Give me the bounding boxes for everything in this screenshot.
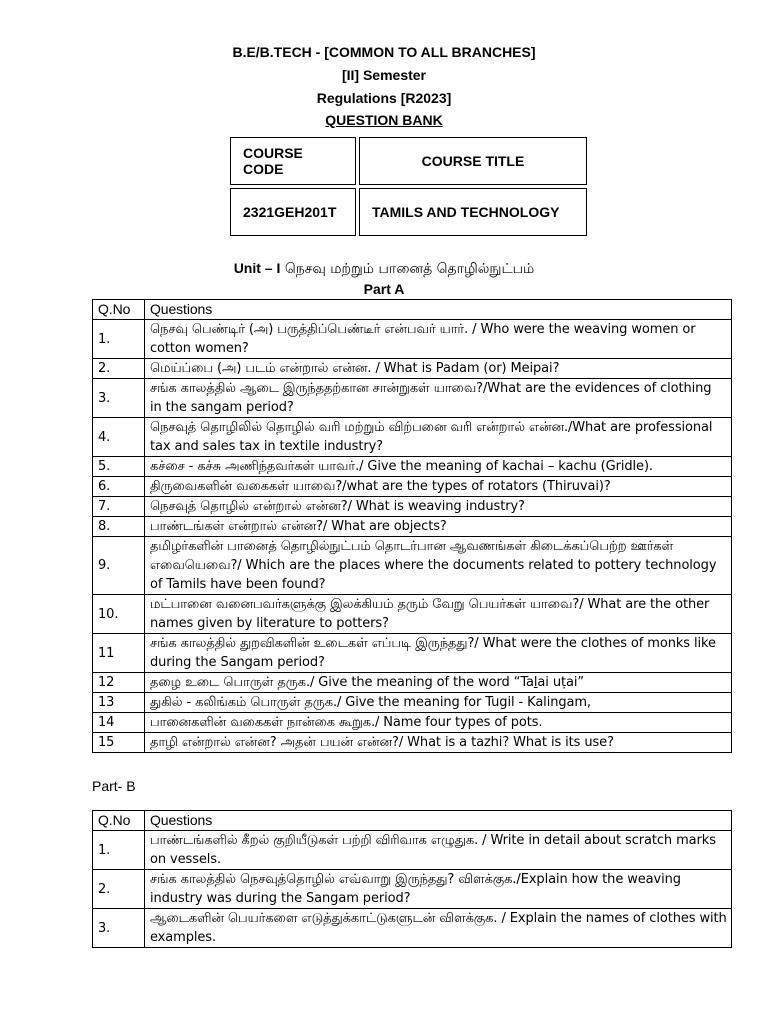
question-text: மட்பானை வனைபவர்களுக்கு இலக்கியம் தரும் வேறு பெயர்கள் யாவை?/ What are the other names given by literature to potters?	[145, 595, 732, 634]
question-number: 13	[93, 693, 145, 713]
question-number: 14	[93, 713, 145, 733]
qno-header: Q.No	[93, 811, 145, 831]
question-text: துகில் - கலிங்கம் பொருள் தருக./ Give the meaning for Tugil - Kalingam,	[145, 693, 732, 713]
part-b-table	[92, 810, 732, 948]
question-text: தழை உடை பொருள் தருக./ Give the meaning of the word “Taḻai uṭai”	[145, 673, 732, 693]
question-number: 11	[93, 634, 145, 673]
question-number: 5.	[93, 457, 145, 477]
question-text: நெசவுத் தொழில் என்றால் என்ன?/ What is weaving industry?	[145, 497, 732, 517]
table-row	[93, 831, 732, 870]
question-text: தமிழர்களின் பானைத் தொழில்நுட்பம் தொடர்பான ஆவணங்கள் கிடைக்கப்பெற்ற ஊர்கள் எவையெவை?/ Which are the places where the documents related to pottery technology of Tamils have been found?	[145, 537, 732, 595]
question-bank-title: QUESTION BANK	[325, 112, 443, 128]
program-line: B.E/B.TECH - [COMMON TO ALL BRANCHES]	[232, 44, 536, 60]
question-text: சங்க காலத்தில் துறவிகளின் உடைகள் எப்படி இருந்தது?/ What were the clothes of monks like during the Sangam period?	[145, 634, 732, 673]
table-row	[93, 418, 732, 457]
course-table	[227, 134, 590, 239]
question-number: 1.	[93, 320, 145, 359]
question-text: கச்சை - கச்சு அணிந்தவர்கள் யாவர்./ Give the meaning of kachai – kachu (Gridle).	[145, 457, 732, 477]
regulations-line: Regulations [R2023]	[316, 90, 452, 106]
course-title-value: TAMILS AND TECHNOLOGY	[359, 188, 587, 236]
questions-header: Questions	[145, 811, 732, 831]
unit-label: Unit – I	[233, 260, 281, 276]
table-row	[93, 713, 732, 733]
question-number: 2.	[93, 870, 145, 909]
question-text: நெசவு பெண்டிர் (அ) பருத்திப்பெண்டீர் என்பவர் யார். / Who were the weaving women or cotton women?	[145, 320, 732, 359]
part-b-heading: Part- B	[92, 778, 136, 794]
course-title-header: COURSE TITLE	[359, 137, 587, 185]
qno-header: Q.No	[93, 300, 145, 320]
question-number: 3.	[93, 909, 145, 948]
course-code-value: 2321GEH201T	[230, 188, 356, 236]
table-row	[93, 497, 732, 517]
part-a-table	[92, 299, 732, 753]
part-a-header-row	[93, 300, 732, 320]
table-row	[93, 457, 732, 477]
table-row	[93, 870, 732, 909]
question-text: நெசவுத் தொழிலில் தொழில் வரி மற்றும் விற்பனை வரி என்றால் என்ன./What are professional tax and sales tax in textile industry?	[145, 418, 732, 457]
question-number: 10.	[93, 595, 145, 634]
question-number: 8.	[93, 517, 145, 537]
course-table-header-row	[230, 137, 587, 185]
unit-heading	[0, 260, 768, 279]
question-number: 3.	[93, 379, 145, 418]
question-number: 1.	[93, 831, 145, 870]
table-row	[93, 693, 732, 713]
table-row	[93, 733, 732, 753]
table-row	[93, 537, 732, 595]
question-number: 7.	[93, 497, 145, 517]
course-table-value-row	[230, 188, 587, 236]
question-number: 15	[93, 733, 145, 753]
question-text: பாண்டங்கள் என்றால் என்ன?/ What are objects?	[145, 517, 732, 537]
question-text: மெய்ப்பை (அ) படம் என்றால் என்ன. / What is Padam (or) Meipai?	[145, 359, 732, 379]
table-row	[93, 359, 732, 379]
questions-header: Questions	[145, 300, 732, 320]
table-row	[93, 909, 732, 948]
part-b-header-row	[93, 811, 732, 831]
table-row	[93, 379, 732, 418]
table-row	[93, 634, 732, 673]
question-text: பானைகளின் வகைகள் நான்கை கூறுக./ Name four types of pots.	[145, 713, 732, 733]
course-code-header: COURSE CODE	[230, 137, 356, 185]
table-row	[93, 517, 732, 537]
table-row	[93, 477, 732, 497]
question-text: பாண்டங்களில் கீறல் குறியீடுகள் பற்றி விரிவாக எழுதுக. / Write in detail about scratch marks on vessels.	[145, 831, 732, 870]
question-text: சங்க காலத்தில் ஆடை இருந்ததற்கான சான்றுகள் யாவை?/What are the evidences of clothing in the sangam period?	[145, 379, 732, 418]
question-text: திருவைகளின் வகைகள் யாவை?/what are the types of rotators (Thiruvai)?	[145, 477, 732, 497]
question-text: தாழி என்றால் என்ன? அதன் பயன் என்ன?/ What is a tazhi? What is its use?	[145, 733, 732, 753]
semester-line: [II] Semester	[341, 67, 427, 83]
question-number: 2.	[93, 359, 145, 379]
question-number: 12	[93, 673, 145, 693]
table-row	[93, 320, 732, 359]
question-text: ஆடைகளின் பெயர்களை எடுத்துக்காட்டுகளுடன் விளக்குக. / Explain the names of clothes with examples.	[145, 909, 732, 948]
table-row	[93, 673, 732, 693]
unit-title-tamil: நெசவு மற்றும் பானைத் தொழில்நுட்பம்	[284, 261, 535, 277]
question-number: 9.	[93, 537, 145, 595]
question-number: 4.	[93, 418, 145, 457]
part-a-heading: Part A	[363, 281, 405, 297]
question-number: 6.	[93, 477, 145, 497]
table-row	[93, 595, 732, 634]
question-text: சங்க காலத்தில் நெசவுத்தொழில் எவ்வாறு இருந்தது? விளக்குக./Explain how the weaving industry was during the Sangam period?	[145, 870, 732, 909]
